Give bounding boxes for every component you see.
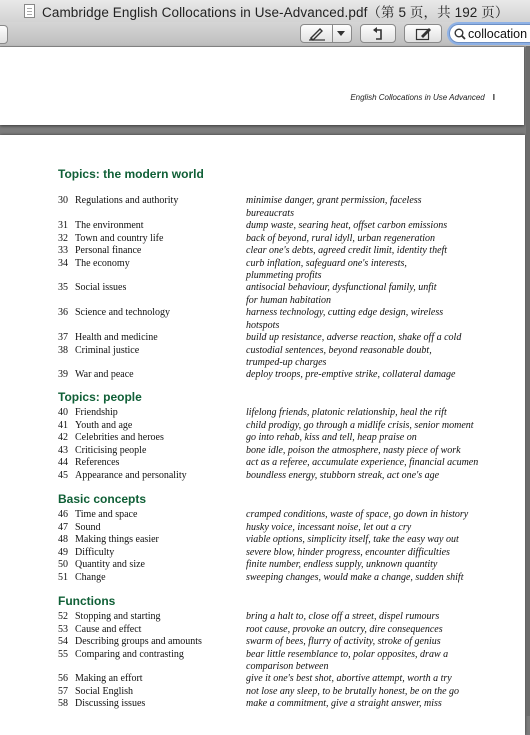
unit-topic: Making an effort	[75, 673, 143, 684]
unit-collocations: not lose any sleep, to be brutally honest, be on the go	[246, 685, 460, 697]
unit-number: 38	[58, 344, 68, 356]
section-title: Topics: people	[58, 390, 142, 404]
unit-collocations: finite number, endless supply, unknown quantity	[246, 559, 438, 570]
unit-collocations: bring a halt to, close off a street, dispel rumours	[246, 611, 440, 622]
unit-number: 31	[58, 220, 68, 231]
unit-number: 47	[58, 521, 68, 533]
unit-collocations: clear one's debts, agreed credit limit, identity theft	[246, 245, 448, 256]
unit-topic: Comparing and contrasting	[75, 648, 184, 660]
unit-topic: The economy	[75, 257, 130, 269]
unit-collocations: bone idle, poison the atmosphere, nasty piece of work	[246, 444, 461, 456]
unit-topic: Stopping and starting	[75, 611, 161, 622]
unit-number: 46	[58, 509, 68, 520]
unit-number: 34	[58, 257, 68, 269]
annotate-button[interactable]	[300, 24, 352, 43]
unit-number: 43	[58, 444, 68, 456]
unit-number: 55	[58, 648, 68, 660]
pdf-document-icon	[24, 4, 35, 18]
unit-topic: Describing groups and amounts	[75, 636, 202, 647]
unit-topic: Youth and age	[75, 419, 133, 431]
unit-topic: Science and technology	[75, 307, 170, 318]
section-title: Functions	[58, 594, 116, 608]
pdf-page-previous	[0, 47, 524, 125]
unit-collocations: curb inflation, safeguard one's interests, plummeting profits	[246, 257, 407, 281]
unit-topic: Appearance and personality	[75, 469, 187, 481]
unit-collocations: husky voice, incessant noise, let out a cry	[246, 521, 412, 533]
unit-number: 51	[58, 571, 68, 583]
search-input[interactable]	[466, 27, 530, 41]
unit-collocations: build up resistance, adverse reaction, shake off a cold	[246, 332, 462, 343]
unit-number: 57	[58, 685, 68, 697]
unit-topic: Change	[75, 571, 106, 583]
unit-collocations: swarm of bees, flurry of activity, stroke of genius	[246, 636, 441, 647]
unit-collocations: harness technology, cutting edge design, wireless hotspots	[246, 307, 444, 331]
annotate-divider	[332, 25, 333, 42]
rotate-icon	[371, 27, 385, 41]
unit-topic: The environment	[75, 220, 144, 231]
unit-number: 39	[58, 369, 68, 380]
unit-topic: Social English	[75, 685, 134, 697]
search-field[interactable]	[449, 24, 530, 43]
unit-collocations: antisocial behaviour, dysfunctional family, unfit for human habitation	[246, 282, 437, 306]
window-right-edge	[526, 46, 530, 716]
toolbar	[0, 22, 530, 47]
unit-collocations: go into rehab, kiss and tell, heap praise on	[246, 432, 417, 443]
section-title: Topics: the modern world	[58, 167, 204, 181]
unit-topic: Town and country life	[75, 232, 164, 244]
unit-topic: Celebrities and heroes	[75, 432, 164, 443]
unit-collocations: bear little resemblance to, polar opposites, draw a comparison between	[246, 648, 449, 672]
unit-number: 50	[58, 559, 68, 570]
pdf-page-current	[0, 135, 525, 735]
unit-number: 58	[58, 698, 68, 709]
unit-number: 40	[58, 407, 68, 418]
unit-collocations: severe blow, hinder progress, encounter difficulties	[246, 546, 450, 558]
unit-topic: Cause and effect	[75, 623, 142, 635]
unit-topic: Sound	[75, 521, 101, 533]
unit-number: 42	[58, 432, 68, 443]
unit-collocations: viable options, simplicity itself, take the easy way out	[246, 534, 459, 545]
unit-collocations: boundless energy, stubborn streak, act one's age	[246, 469, 440, 481]
window-title: Cambridge English Collocations in Use-Advanced.pdf（第 5 页，共 192 页）	[42, 5, 509, 20]
unit-topic: Social issues	[75, 282, 127, 293]
unit-collocations: make a commitment, give a straight answer, miss	[246, 698, 442, 709]
unit-collocations: minimise danger, grant permission, faceless bureaucrats	[246, 195, 422, 219]
unit-topic: Friendship	[75, 407, 118, 418]
markup-button[interactable]	[404, 24, 442, 43]
unit-topic: Health and medicine	[75, 332, 158, 343]
unit-number: 45	[58, 469, 68, 481]
unit-collocations: deploy troops, pre-emptive strike, collateral damage	[246, 369, 456, 380]
search-icon	[454, 28, 466, 40]
unit-topic: Regulations and authority	[75, 195, 179, 206]
unit-topic: Discussing issues	[75, 698, 146, 709]
unit-number: 32	[58, 232, 68, 244]
unit-number: 56	[58, 673, 68, 684]
unit-topic: Difficulty	[75, 546, 115, 558]
unit-number: 52	[58, 611, 68, 622]
chevron-down-icon[interactable]	[337, 31, 345, 37]
unit-topic: Personal finance	[75, 245, 142, 256]
unit-collocations: sweeping changes, would make a change, sudden shift	[246, 571, 464, 583]
unit-topic: War and peace	[75, 369, 134, 380]
unit-collocations: cramped conditions, waste of space, go down in history	[246, 509, 469, 520]
unit-collocations: root cause, provoke an outcry, dire consequences	[246, 623, 443, 635]
unit-collocations: child prodigy, go through a midlife crisis, senior moment	[246, 419, 474, 431]
section-title: Basic concepts	[58, 492, 147, 506]
unit-number: 48	[58, 534, 68, 545]
unit-topic: References	[75, 457, 120, 468]
unit-collocations: back of beyond, rural idyll, urban regeneration	[246, 232, 436, 244]
unit-topic: Making things easier	[75, 534, 159, 545]
unit-number: 49	[58, 546, 68, 558]
rotate-button[interactable]	[360, 24, 396, 43]
unit-number: 41	[58, 419, 68, 431]
window-titlebar[interactable]	[0, 0, 530, 22]
unit-topic: Criminal justice	[75, 344, 140, 356]
toolbar-left-button[interactable]	[0, 25, 8, 44]
edit-box-icon	[415, 27, 432, 41]
running-head	[350, 93, 495, 102]
unit-number: 54	[58, 636, 68, 647]
unit-number: 53	[58, 623, 68, 635]
page-marker: I	[492, 93, 495, 102]
unit-number: 37	[58, 332, 68, 343]
unit-topic: Time and space	[75, 509, 138, 520]
unit-number: 33	[58, 245, 68, 256]
unit-number: 35	[58, 282, 68, 293]
unit-number: 30	[58, 195, 68, 206]
unit-number: 44	[58, 457, 68, 468]
running-head-text: English Collocations in Use Advanced	[350, 93, 485, 102]
unit-topic: Quantity and size	[75, 559, 145, 570]
unit-number: 36	[58, 307, 68, 318]
pencil-icon	[308, 26, 326, 41]
unit-collocations: lifelong friends, platonic relationship, heal the rift	[246, 407, 447, 418]
unit-topic: Criticising people	[75, 444, 147, 456]
unit-collocations: custodial sentences, beyond reasonable doubt, trumped-up charges	[246, 344, 432, 368]
unit-collocations: dump waste, searing heat, offset carbon emissions	[246, 220, 448, 231]
unit-collocations: give it one's best shot, abortive attempt, worth a try	[246, 673, 452, 684]
unit-collocations: act as a referee, accumulate experience, financial acumen	[246, 457, 479, 468]
